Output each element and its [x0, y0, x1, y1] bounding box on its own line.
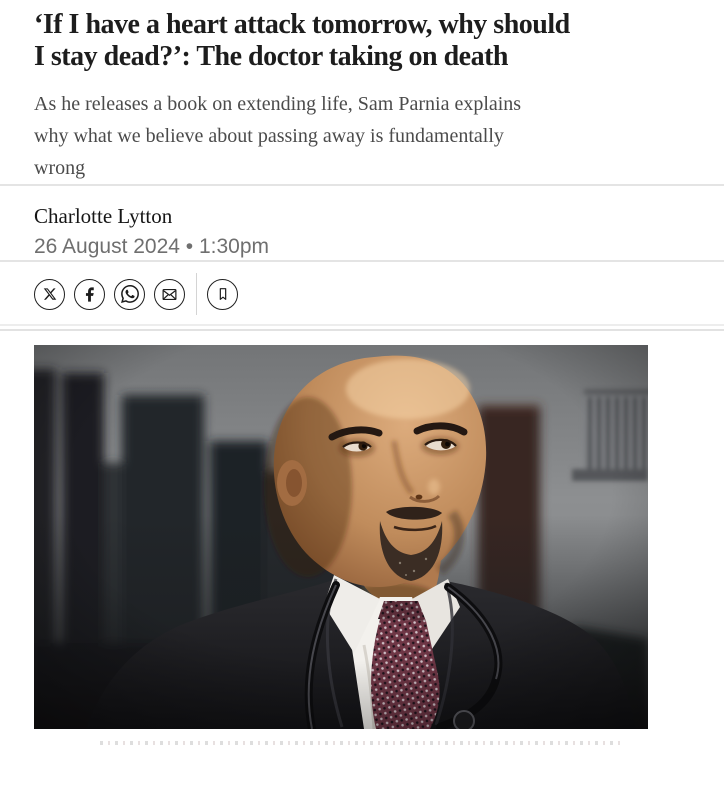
whatsapp-icon	[121, 285, 139, 303]
portrait-photo	[34, 345, 648, 729]
standfirst-line-3: wrong	[34, 157, 86, 179]
share-x-button[interactable]	[34, 279, 65, 310]
x-icon	[43, 287, 57, 301]
headline-line-1: ‘If I have a heart attack tomorrow, why should	[34, 9, 570, 40]
share-email-button[interactable]	[154, 279, 185, 310]
share-facebook-button[interactable]	[74, 279, 105, 310]
publish-datetime: 26 August 2024 • 1:30pm	[34, 235, 270, 258]
email-icon	[161, 286, 178, 303]
share-separator	[196, 273, 197, 315]
bookmark-button[interactable]	[207, 279, 238, 310]
article-standfirst	[34, 88, 724, 184]
author-link[interactable]: Charlotte Lytton	[34, 204, 173, 228]
image-caption-cropped	[100, 741, 620, 745]
article-image	[34, 345, 648, 729]
standfirst-line-1: As he releases a book on extending life, Sam Parnia explains	[34, 93, 522, 115]
section-divider	[0, 260, 724, 262]
facebook-icon	[81, 286, 98, 303]
article-body-divider	[0, 324, 724, 331]
share-whatsapp-button[interactable]	[114, 279, 145, 310]
headline-line-2: I stay dead?’: The doctor taking on death	[34, 41, 508, 72]
article-headline	[34, 0, 724, 73]
share-toolbar	[0, 273, 724, 315]
standfirst-line-2: why what we believe about passing away is fundamentally	[34, 125, 504, 147]
byline-block	[0, 186, 724, 260]
bookmark-icon	[215, 286, 231, 302]
